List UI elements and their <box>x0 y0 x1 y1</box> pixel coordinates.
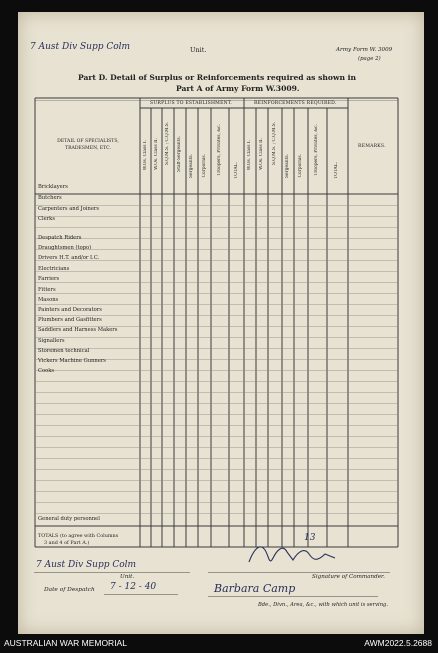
commander-signature <box>243 540 363 570</box>
place-handwritten: Barbara Camp <box>214 582 296 595</box>
row-label: Carpenters and Joiners <box>38 206 100 212</box>
row-label: Saddlers and Harness Makers <box>38 327 118 333</box>
col-surplus-total: TOTAL. <box>234 162 239 179</box>
row-label: Cooks <box>38 368 55 374</box>
bde-label: Bde., Divn., Area, &c., with which unit is serving. <box>258 602 389 608</box>
totals-label-line1: TOTALS (to agree with Columns <box>38 533 119 539</box>
form-reference: Army Form W. 3009 <box>336 47 393 53</box>
row-label: Signallers <box>38 338 65 344</box>
form-page <box>18 12 424 634</box>
signature-label: Signature of Commander. <box>312 574 385 580</box>
row-label: Painters and Decorators <box>38 307 102 313</box>
col-reinf-sergeants: Sergeants. <box>285 154 290 178</box>
caption-left: AUSTRALIAN WAR MEMORIAL <box>4 638 127 648</box>
despatch-date: 7 - 12 - 40 <box>110 582 157 592</box>
row-label: Plumbers and Gasfitters <box>38 317 102 323</box>
col-reinf-wo1: W.Os. Class I. <box>247 140 252 171</box>
col-reinf-troopers: Troopers, Privates, &c. <box>314 124 319 176</box>
table-grid <box>18 12 424 572</box>
row-label: Draughtsmen (topo) <box>38 245 92 251</box>
col-surplus-wo1: W.Os. Class I. <box>143 140 148 171</box>
despatch-label: Date of Despatch <box>44 587 95 593</box>
reinforcements-header: REINFORCEMENTS REQUIRED. <box>254 101 337 106</box>
row-label: Storemen technical <box>38 348 90 354</box>
general-duty-label: General duty personnel <box>38 516 100 522</box>
row-label: Drivers H.T. and/or I.C. <box>38 255 100 261</box>
remarks-header: REMARKS. <box>358 144 386 149</box>
row-label: Fitters <box>38 287 56 293</box>
unit-label: Unit. <box>190 46 207 54</box>
detail-header: DETAIL OF SPECIALISTS, TRADESMEN, ETC. <box>57 139 119 151</box>
unit-handwritten: 7 Aust Div Supp Colm <box>30 42 131 52</box>
col-reinf-corporals: Corporals. <box>298 154 303 178</box>
col-surplus-staff-sergeants: Staff-Sergeants. <box>177 136 182 172</box>
title-line-2: Part A of Army Form W.3009. <box>176 84 300 93</box>
page-reference: (page 2) <box>358 56 381 62</box>
col-surplus-troopers: Troopers, Privates, &c. <box>217 124 222 176</box>
unit-handwritten-bottom: 7 Aust Div Supp Colm <box>36 560 137 570</box>
col-surplus-sqms: S.Q.M.S. ; C.Q.M.S. <box>165 122 170 165</box>
col-surplus-corporals: Corporals. <box>202 154 207 178</box>
col-reinf-wo2: W.Os. Class II. <box>259 138 264 170</box>
col-surplus-sergeants: Sergeants. <box>189 154 194 178</box>
row-label: Vickers Machine Gunners <box>38 358 106 364</box>
caption-right: AWM2022.5.2688 <box>364 638 432 648</box>
col-reinf-sqms: S.Q.M.S. ; C.Q.M.S. <box>272 122 277 165</box>
totals-handwritten: 13 <box>304 533 316 543</box>
col-reinf-total: TOTAL. <box>334 162 339 179</box>
row-label: Electricians <box>38 266 70 272</box>
row-label: Masons <box>38 297 59 303</box>
row-label: Farriers <box>38 276 60 282</box>
caption-bar <box>0 635 438 653</box>
row-label: Butchers <box>38 195 62 201</box>
totals-label-line2: 3 and 4 of Part A.) <box>44 540 90 546</box>
surplus-header: SURPLUS TO ESTABLISHMENT. <box>150 101 233 106</box>
title-line-1: Part D. Detail of Surplus or Reinforcements required as shown in <box>78 73 357 82</box>
row-label: Despatch Riders <box>38 235 82 241</box>
row-label: Clerks <box>38 216 55 222</box>
unit-label-bottom: Unit. <box>120 574 135 580</box>
col-surplus-wo2: W.Os. Class II. <box>154 138 159 170</box>
row-label: Bricklayers <box>38 184 68 190</box>
